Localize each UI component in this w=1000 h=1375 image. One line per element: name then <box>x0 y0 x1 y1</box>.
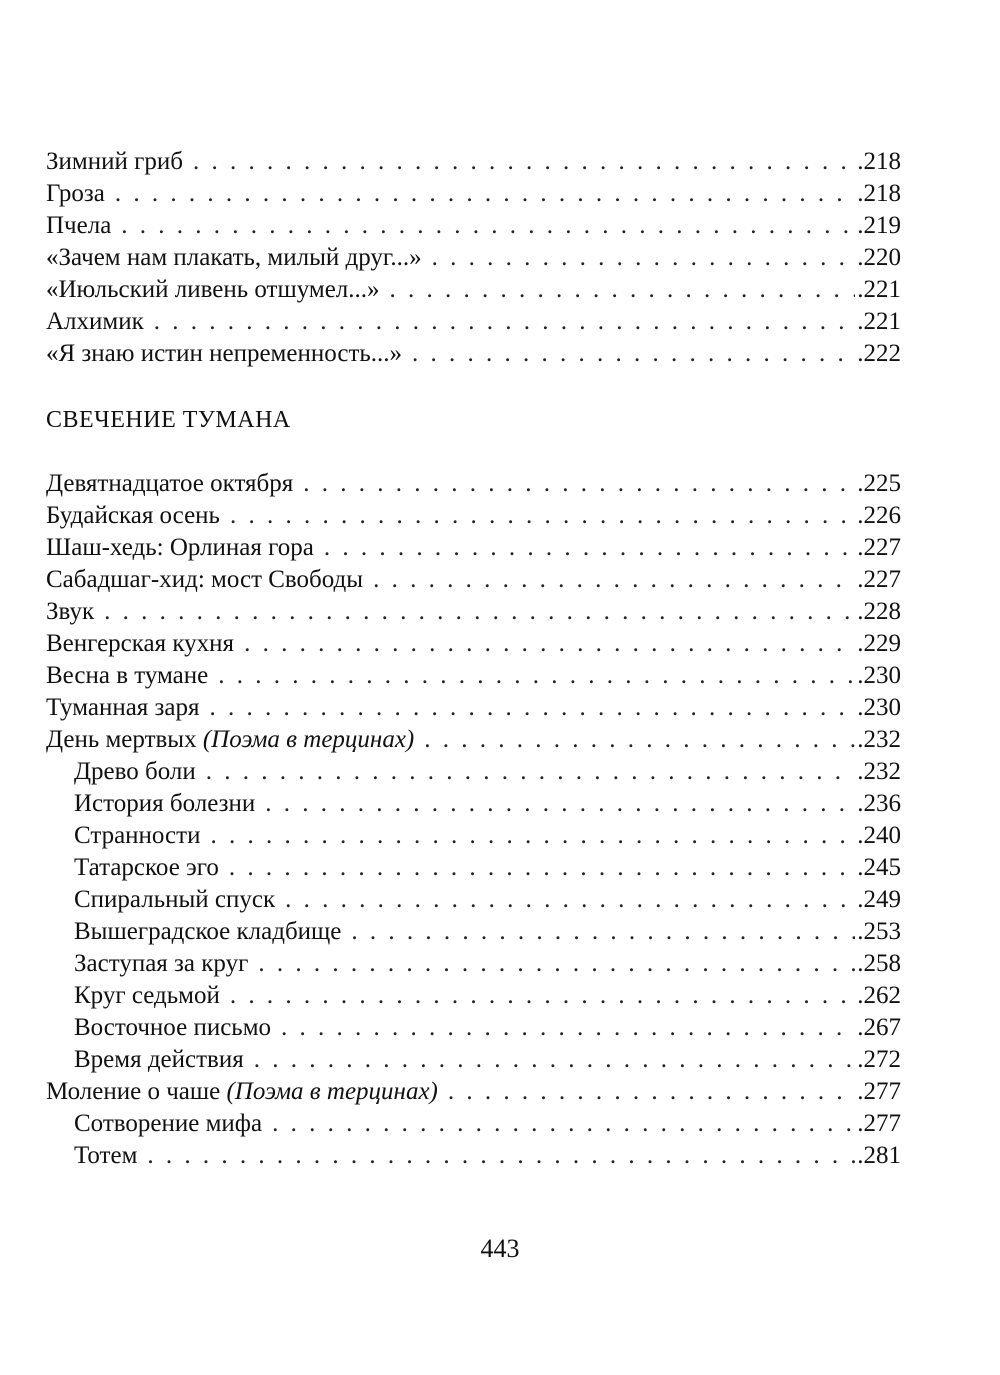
entry-page-number: .230 <box>857 662 901 689</box>
entry-title: Шаш-хедь: Орлиная гора <box>46 534 314 561</box>
entry-page-number: .220 <box>857 244 901 271</box>
entry-page-number: .225 <box>857 470 901 497</box>
dot-leader <box>281 1012 855 1044</box>
entry-title: «Июльский ливень отшумел...» <box>46 276 380 303</box>
dot-leader <box>448 1076 855 1108</box>
dot-leader <box>244 628 855 660</box>
toc-subentry <box>46 948 901 980</box>
dot-leader <box>115 178 855 210</box>
entry-title: Зимний гриб <box>46 148 183 175</box>
dot-leader <box>230 980 855 1012</box>
entry-title: Татарское эго <box>74 854 219 881</box>
toc-subentry <box>46 1108 901 1140</box>
dot-leader <box>147 1140 855 1172</box>
entry-title: Туманная заря <box>46 694 200 721</box>
entry-title: Весна в тумане <box>46 662 209 689</box>
dot-leader <box>210 820 855 852</box>
entry-page-number: .218 <box>857 148 901 175</box>
entry-page-number: .245 <box>857 854 901 881</box>
dot-leader <box>373 564 855 596</box>
dot-leader <box>154 306 855 338</box>
dot-leader <box>210 692 856 724</box>
entry-page-number: .253 <box>857 918 901 945</box>
entry-title: Странности <box>74 822 201 849</box>
entry-title: Будайская осень <box>46 502 220 529</box>
entry-page-number: .277 <box>857 1110 901 1137</box>
entry-title: Время действия <box>74 1046 244 1073</box>
entry-page-number: .232 <box>857 758 901 785</box>
toc-entry <box>46 306 901 338</box>
entry-title <box>46 1076 438 1108</box>
entry-page-number: .277 <box>857 1078 901 1105</box>
dot-leader <box>121 210 855 242</box>
dot-leader <box>206 756 855 788</box>
toc-subentry <box>46 820 901 852</box>
entry-title: Древо боли <box>74 758 196 785</box>
toc-entry <box>46 596 901 628</box>
dot-leader <box>230 500 855 532</box>
toc-entry <box>46 242 901 274</box>
entry-page-number: .219 <box>857 212 901 239</box>
entry-title: Девятнадцатое октября <box>46 470 294 497</box>
toc-entry <box>46 692 901 724</box>
entry-page-number: .272 <box>857 1046 901 1073</box>
toc-subentry <box>46 852 901 884</box>
toc-entry <box>46 628 901 660</box>
toc-entry <box>46 210 901 242</box>
toc-entry <box>46 146 901 178</box>
dot-leader <box>272 1108 855 1140</box>
entry-title: «Я знаю истин непременность...» <box>46 340 403 367</box>
entry-title: Сотворение мифа <box>74 1110 263 1137</box>
entry-page-number: .249 <box>857 886 901 913</box>
entry-page-number: .232 <box>857 726 901 753</box>
entry-title: Алхимик <box>46 308 144 335</box>
entry-title <box>46 724 414 756</box>
entry-note: (Поэма в терцинах) <box>226 1078 438 1105</box>
toc-subentry <box>46 1140 901 1172</box>
toc-entry <box>46 274 901 306</box>
entry-title: Венгерская кухня <box>46 630 235 657</box>
entry-page-number: .218 <box>857 180 901 207</box>
entry-page-number: .229 <box>857 630 901 657</box>
dot-leader <box>412 338 855 370</box>
entry-page-number: .240 <box>857 822 901 849</box>
entry-title: История болезни <box>74 790 256 817</box>
page-number: 443 <box>480 1234 520 1263</box>
entry-page-number: .228 <box>857 598 901 625</box>
toc-entry <box>46 1076 901 1108</box>
entry-title: Тотем <box>74 1142 138 1169</box>
section-heading: СВЕЧЕНИЕ ТУМАНА <box>46 407 291 433</box>
entry-page-number: .262 <box>857 982 901 1009</box>
toc-entry <box>46 660 901 692</box>
dot-leader <box>104 596 855 628</box>
entry-page-number: .236 <box>857 790 901 817</box>
toc-list-section <box>46 468 901 1172</box>
toc-subentry <box>46 980 901 1012</box>
toc-subentry <box>46 756 901 788</box>
entry-title: Вышеградское кладбище <box>74 918 342 945</box>
entry-title: Звук <box>46 598 95 625</box>
entry-page-number: .221 <box>857 276 901 303</box>
toc-entry <box>46 724 901 756</box>
dot-leader <box>254 1044 856 1076</box>
entry-page-number: .222 <box>857 340 901 367</box>
entry-title: Спиральный спуск <box>74 886 276 913</box>
toc-entry <box>46 468 901 500</box>
entry-title: Пчела <box>46 212 112 239</box>
entry-title-text: День мертвых <box>46 726 197 753</box>
entry-page-number: .230 <box>857 694 901 721</box>
entry-page-number: .267 <box>857 1014 901 1041</box>
toc-subentry <box>46 1012 901 1044</box>
toc-subentry <box>46 1044 901 1076</box>
dot-leader <box>432 242 856 274</box>
entry-page-number: .227 <box>857 534 901 561</box>
dot-leader <box>218 660 855 692</box>
dot-leader <box>303 468 855 500</box>
dot-leader <box>324 532 855 564</box>
dot-leader <box>285 884 855 916</box>
dot-leader <box>424 724 855 756</box>
dot-leader <box>351 916 855 948</box>
dot-leader <box>229 852 855 884</box>
toc-entry <box>46 500 901 532</box>
toc-subentry <box>46 884 901 916</box>
dot-leader <box>258 948 855 980</box>
dot-leader <box>193 146 855 178</box>
toc-subentry <box>46 916 901 948</box>
entry-page-number: .258 <box>857 950 901 977</box>
entry-title: Заступая за круг <box>74 950 249 977</box>
toc-entry <box>46 178 901 210</box>
entry-page-number: .226 <box>857 502 901 529</box>
entry-title: Сабадшаг-хид: мост Свободы <box>46 566 364 593</box>
toc-list-top <box>46 146 901 370</box>
entry-title: Круг седьмой <box>74 982 220 1009</box>
dot-leader <box>390 274 856 306</box>
entry-title-text: Моление о чаше <box>46 1078 221 1105</box>
entry-page-number: .281 <box>857 1142 901 1169</box>
toc-entry <box>46 532 901 564</box>
toc-entry <box>46 338 901 370</box>
entry-title: «Зачем нам плакать, милый друг...» <box>46 244 422 271</box>
entry-title: Восточное письмо <box>74 1014 272 1041</box>
dot-leader <box>265 788 855 820</box>
entry-title: Гроза <box>46 180 105 207</box>
toc-entry <box>46 564 901 596</box>
toc-subentry <box>46 788 901 820</box>
entry-note: (Поэма в терцинах) <box>202 726 415 753</box>
entry-page-number: .221 <box>857 308 901 335</box>
entry-page-number: .227 <box>857 566 901 593</box>
